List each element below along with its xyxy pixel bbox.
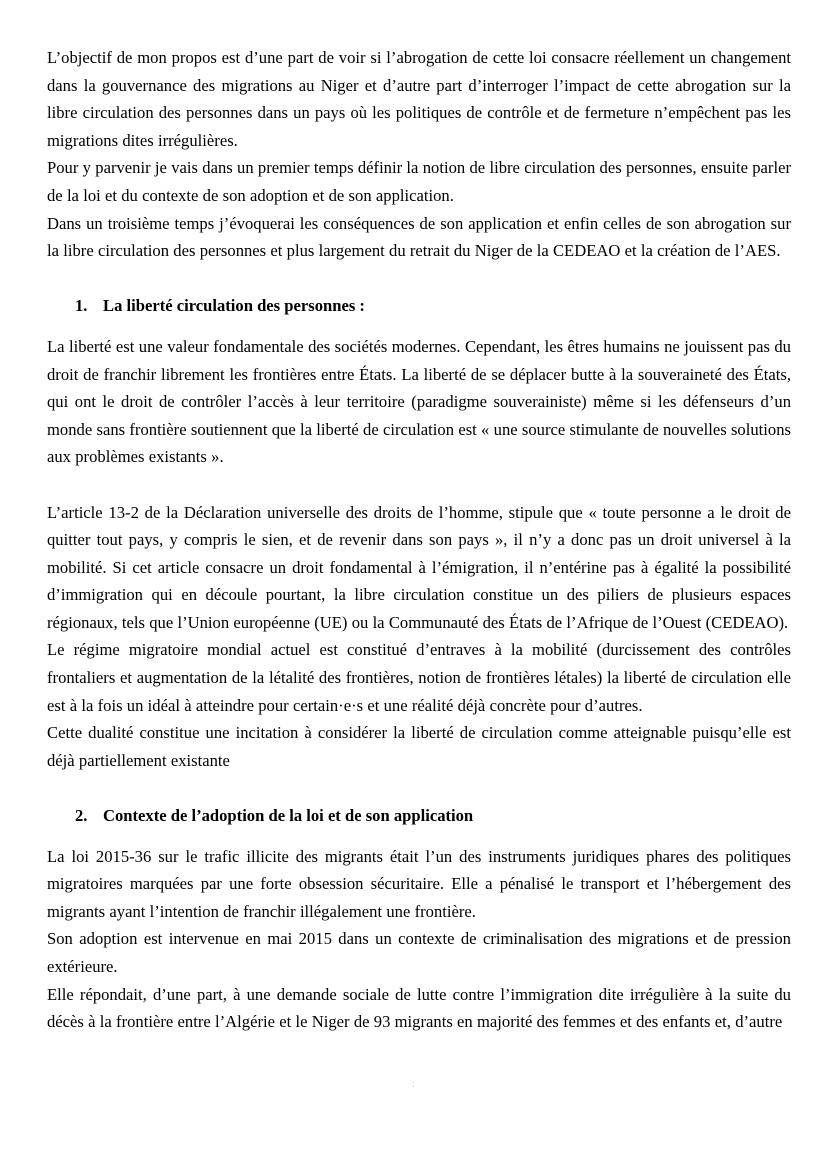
section-heading-2-number: 2. — [75, 806, 88, 826]
paragraph-section2-2: Son adoption est intervenue en mai 2015 dans un contexte de criminalisation des migrations et de pression extérieure. — [47, 929, 791, 976]
section-heading-1-number: 1. — [75, 296, 88, 316]
section-heading-2 — [47, 802, 791, 830]
document-body — [47, 44, 791, 1036]
paragraph-section1-3: Le régime migratoire mondial actuel est constitué d’entraves à la mobilité (durcissement des contrôles frontaliers et augmentation de la létalité des frontières, notion de frontières létales) la liberté de circulation elle est à la fois un idéal à atteindre pour certain·e·s et une réalité déjà concrète pour d’autres. — [47, 640, 791, 715]
paragraph-section2-3: Elle répondait, d’une part, à une demande sociale de lutte contre l’immigration dite irrégulière à la suite du décès à la frontière entre l’Algérie et le Niger de 93 migrants en majorité des femmes et des enfants et, d’autre — [47, 984, 791, 1032]
paragraph-spacer — [47, 265, 791, 293]
paragraph-spacer — [47, 471, 791, 499]
paragraph-section2-1: La loi 2015-36 sur le trafic illicite des migrants était l’un des instruments juridiques phares des politiques migratoires marquées par une forte obsession sécuritaire. Elle a pénalisé le transport et l’hébergement des migrants ayant l’intention de franchir illégalement une frontière. — [47, 846, 791, 921]
paragraph-intro-3: Dans un troisième temps j’évoquerai les conséquences de son application et enfin celles de son abrogation sur la libre circulation des personnes et plus largement du retrait du Niger de la CEDEAO et la création de l’AES. — [47, 213, 791, 261]
section-heading-1-label: La liberté circulation des personnes : — [103, 296, 365, 316]
paragraph-spacer — [47, 774, 791, 802]
paragraph-intro-1: L’objectif de mon propos est d’une part de voir si l’abrogation de cette loi consacre réellement un changement dans la gouvernance des migrations au Niger et d’autre part d’interroger l’impact de cette abrogation sur la libre circulation des personnes dans un pays où les politiques de contrôle et de fermeture n’empêchent pas les migrations dites irrégulières. — [47, 48, 791, 150]
paragraph-section1-2: L’article 13-2 de la Déclaration universelle des droits de l’homme, stipule que « toute personne a le droit de quitter tout pays, y compris le sien, et de revenir dans son pays », il n’y a donc pas un droit universel à la mobilité. Si cet article consacre un droit fondamental à l’émigration, il n’entérine pas à égalité la possibilité d’immigration qui en découle pourtant, la libre circulation constitue un des piliers de plusieurs espaces régionaux, tels que l’Union européenne (UE) ou la Communauté des États de l’Afrique de l’Ouest (CEDEAO). — [47, 502, 791, 632]
section-heading-1 — [47, 292, 791, 320]
paragraph-section1-4: Cette dualité constitue une incitation à considérer la liberté de circulation comme atteignable puisqu’elle est déjà partiellement existante — [47, 723, 791, 770]
paragraph-spacer — [47, 320, 791, 333]
page-bottom-mark: : — [411, 1078, 416, 1090]
paragraph-spacer — [47, 830, 791, 843]
paragraph-intro-2: Pour y parvenir je vais dans un premier temps définir la notion de libre circulation des personnes, ensuite parler de la loi et du contexte de son adoption et de son application. — [47, 158, 791, 205]
paragraph-section1-1: La liberté est une valeur fondamentale des sociétés modernes. Cependant, les êtres humains ne jouissent pas du droit de franchir librement les frontières entre États. La liberté de se déplacer butte à la souveraineté des États, qui ont le droit de contrôler l’accès à leur territoire (paradigme souverainiste) même si les défenseurs d’un monde sans frontière soutiennent que la liberté de circulation est « une source stimulante de nouvelles solutions aux problèmes existants ». — [47, 336, 791, 467]
section-heading-2-label: Contexte de l’adoption de la loi et de son application — [103, 806, 474, 826]
